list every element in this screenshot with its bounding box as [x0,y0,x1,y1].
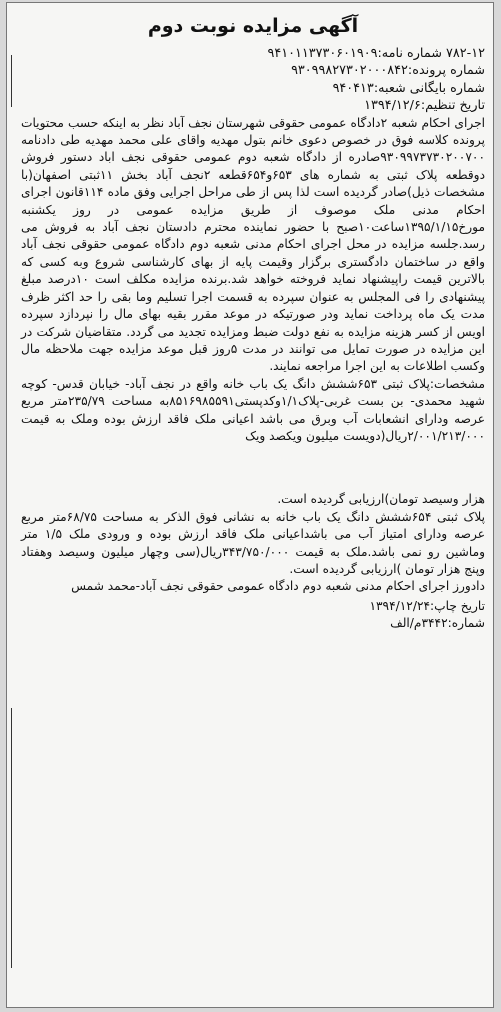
case-number: شماره پرونده:۹۳۰۹۹۸۲۷۳۰۲۰۰۰۸۴۲ [291,63,485,79]
property-654-details: پلاک ثبتی ۶۵۴ششش دانگ یک باب خانه به نشانی فوق الذکر به مساحت ۶۸/۷۵متر مربع عرصه ودارای امتیاز آب می باشداعیانی ملک فاقد ارزش بوده و ورودی ملک ۱/۵ متر وماشین رو نمی باشد.ملک به قیمت ۳۴۳/۷۵۰/۰۰۰ریال(سی وچهار میلیون وسیصد وهفتاد وپنج هزار تومان )ارزیابی گردیده است. [21,509,486,576]
notice-title: آگهی مزایده نوبت دوم [147,15,359,37]
reference-number: شماره:۳۴۴۲م/الف [390,616,485,631]
column-rule [11,55,12,107]
notice-footer [21,598,485,633]
notice-body: اجرای احکام شعبه ۲دادگاه عمومی حقوقی شهرستان نجف آباد نظر به اینکه حسب محتویات پرونده کلاسه فوق در خصوص دعوی خانم بتول مهدیه واقای علی محمد مهدیه طی دادنامه ۹۳۰۹۹۷۳۷۳۰۲۰۰۷۰۰صادره از دادگاه شعبه دوم عمومی حقوقی نجف اباد دستور فروش دوقطعه پلاک ثبتی به شماره های ۶۵۳و۶۵۴قطعه ۲نجف آباد بخش ۱۱ثبتی اصفهان(با مشخصات ذیل)صادر گردیده است لذا پس از طی مراحل اجرایی وفق ماده ۱۱۴قانون اجرای احکام مدنی ملک موصوف از طریق مزایده عمومی در روز یکشنبه مورخ۱۳۹۵/۱/۱۵ساعت۱۰صبح با حضور نماینده محترم دادستان نجف آباد به فروش می رسد.جلسه مزایده در محل اجرای احکام مدنی شعبه دوم دادگاه عمومی حقوقی نجف آباد واقع در ساختمان دادگستری برگزار وقیمت پایه از بهای کارشناسی شروع وبه کسی که بالاترین قیمت راپیشنهاد نماید فروخته خواهد شد.برنده مزایده مکلف است ۱۰درصد مبلغ پیشنهادی را فی المجلس به عنوان سپرده به قسمت اجرا تسلیم وما بقی را حد اکثر ظرف مدت یک ماه پرداخت نماید ودر صورتیکه در موعد مقرر بقیه بهای مال را نپردازد سپرده اویس از کسر هزینه مزایده به نفع دولت ضبط ومزایده تجدید می گردد. متقاضیان شرکت در این مزایده در صورت تمایل می توانند در مدت ۵روز قبل موعد مزایده جهت ملاحظه مال وکسب اطلاعات به این اجرا مراجعه نمایند. [21,115,485,374]
property-653-details: مشخصات:پلاک ثبتی ۶۵۳ششش دانگ یک باب خانه واقع در نجف آباد- خیابان قدس- کوچه شهید محمدی- بن بست غربی-پلاک۱/۱وکدپستی۸۵۱۶۹۸۵۵۹۱به مساحت ۲۳۵/۷۹متر مربع عرصه ودارای انشعابات آب وبرق می باشد اعیانی ملک فاقد ارزش بوده وملک به قیمت ۲/۰۰۱/۲۱۳/۰۰۰ریال(دویست میلیون ویکصد ویک [21,376,486,443]
auction-notice [21,7,485,1001]
notice-meta [21,45,485,115]
archive-number: شماره بایگانی شعبه:۹۴۰۴۱۳ [332,80,485,96]
signatory: دادورز اجرای احکام مدنی شعبه دوم دادگاه عمومی حقوقی نجف آباد-محمد شمس [71,579,485,594]
print-date: تاریخ چاپ:۱۳۹۴/۱۲/۲۴ [369,598,485,613]
issue-date: تاریخ تنظیم:۱۳۹۴/۱۲/۶ [364,98,485,114]
newspaper-clipping [6,2,494,1008]
property-653-valuation: هزار وسیصد تومان)ارزیابی گردیده است. [277,492,485,507]
column-break [21,445,485,491]
column-rule [11,708,12,968]
letter-number: ۷۸۲-۱۲ شماره نامه:۹۴۱۰۱۱۳۷۳۰۶۰۱۹۰۹ [267,46,485,61]
